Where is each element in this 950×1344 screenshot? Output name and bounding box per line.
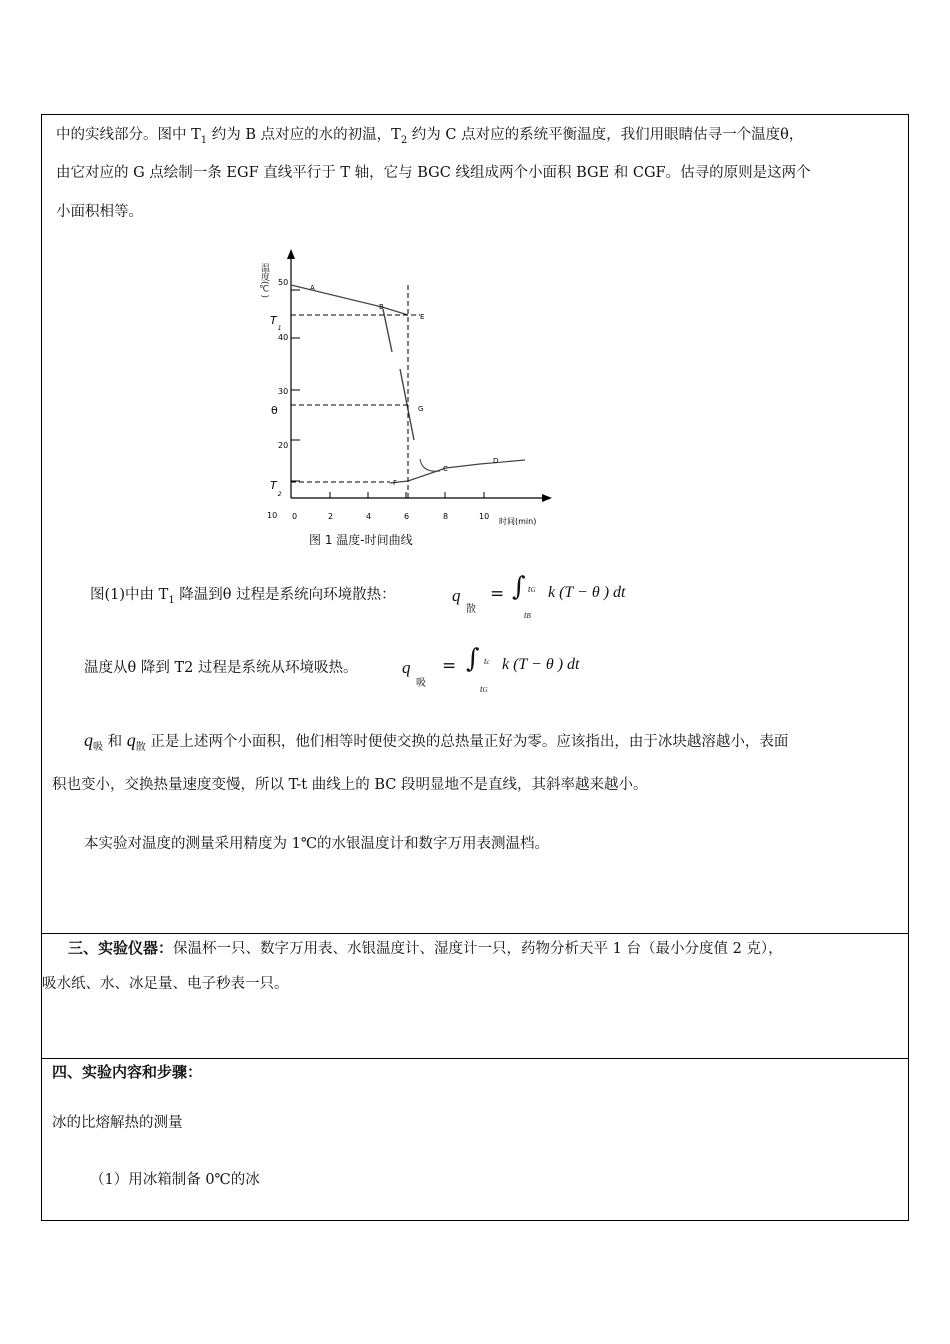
label-e: E xyxy=(420,313,425,321)
y-tick-20: 20 xyxy=(278,441,289,450)
t2-mark: $T_2$ xyxy=(270,479,282,498)
label-g: G xyxy=(418,405,424,413)
procedure-heading: 四、实验内容和步骤： xyxy=(52,1063,203,1081)
text-line-2: 由它对应的 G 点绘制一条 EGF 直线平行于 T 轴，它与 BGC 线组成两个小面积 BGE 和 CGF。估寻的原则是这两个 xyxy=(56,165,811,181)
instruments-heading: 三、实验仪器： xyxy=(68,939,174,957)
integral-sign-1: ∫ xyxy=(512,572,526,602)
curve-near-c xyxy=(420,459,440,471)
procedure-section-box xyxy=(41,1058,909,1221)
instruments-line-1: 三、实验仪器：保温杯一只、数字万用表、水银温度计、湿度计一只，药物分析天平 1 台（最小分度值 2 克）， xyxy=(68,939,783,957)
y-tick-50: 50 xyxy=(278,278,289,287)
x-tick-6: 6 xyxy=(404,512,410,521)
instruments-line-2: 吸水纸、水、冰足量、电子秒表一只。 xyxy=(42,976,289,992)
label-b: B xyxy=(379,303,384,311)
y-tick-10: 10 xyxy=(267,511,278,520)
theta-mark: θ xyxy=(271,404,278,417)
label-a: A xyxy=(310,284,315,292)
y-tick-40: 40 xyxy=(278,333,289,342)
formula-2: q 吸 = ∫ tc tG k (T − θ ) dt xyxy=(402,644,580,694)
x-axis-label: 时间(min) xyxy=(499,517,537,526)
paragraph-heat-balance-line2: 积也变小，交换热量速度变慢，所以 T-t 曲线上的 BC 段明显地不是直线，其斜率越来越小。 xyxy=(52,777,648,793)
text-line-1: 中的实线部分。图中 $T_1$ 约为 B 点对应的水的初温，$T_2$ 约为 C 点对应的系统平衡温度，我们用眼睛估寻一个温度θ， xyxy=(56,127,804,146)
x-tick-2: 2 xyxy=(328,512,334,521)
y-ticks xyxy=(291,290,300,481)
integral-sign-2: ∫ xyxy=(466,644,480,674)
label-d: D xyxy=(493,457,499,465)
curve-fc xyxy=(390,468,446,483)
y-tick-30: 30 xyxy=(278,387,289,396)
procedure-step-1: （1）用冰箱制备 0℃的冰 xyxy=(90,1172,260,1188)
x-axis-arrow xyxy=(542,494,552,502)
curve-ab xyxy=(291,285,408,315)
procedure-subheading: 冰的比熔解热的测量 xyxy=(52,1115,183,1131)
x-tick-8: 8 xyxy=(443,512,449,521)
label-f: F xyxy=(393,479,398,487)
y-axis-label: 温度(℃) xyxy=(259,263,269,299)
text-line-3: 小面积相等。 xyxy=(56,204,143,220)
paragraph-measurement: 本实验对温度的测量采用精度为 1℃的水银温度计和数字万用表测温档。 xyxy=(84,836,550,852)
x-tick-4: 4 xyxy=(366,512,372,521)
formula-1: q 散 = ∫ tG tB k (T − θ ) dt xyxy=(452,572,626,620)
formula-1-text: 图(1)中由 $T_1$ 降温到θ 过程是系统向环境散热： xyxy=(90,587,396,606)
figure-caption: 图 1 温度-时间曲线 xyxy=(309,533,413,547)
x-tick-0: 0 xyxy=(292,512,298,521)
x-ticks xyxy=(330,492,484,498)
label-c: C xyxy=(443,465,448,473)
t1-mark: $T_1$ xyxy=(270,314,282,332)
curve-cd xyxy=(446,460,525,468)
formula-2-text: 温度从θ 降到 T2 过程是系统从环境吸热。 xyxy=(84,660,358,676)
y-axis-arrow xyxy=(287,249,295,259)
temperature-time-figure xyxy=(250,245,570,545)
x-tick-10: 10 xyxy=(479,512,490,521)
paragraph-heat-balance: $q_吸$ 和 $q_散$ 正是上述两个小面积，他们相等时便使交换的总热量正好为零。应该指出，由于冰块越溶越小，表面 xyxy=(84,730,789,753)
